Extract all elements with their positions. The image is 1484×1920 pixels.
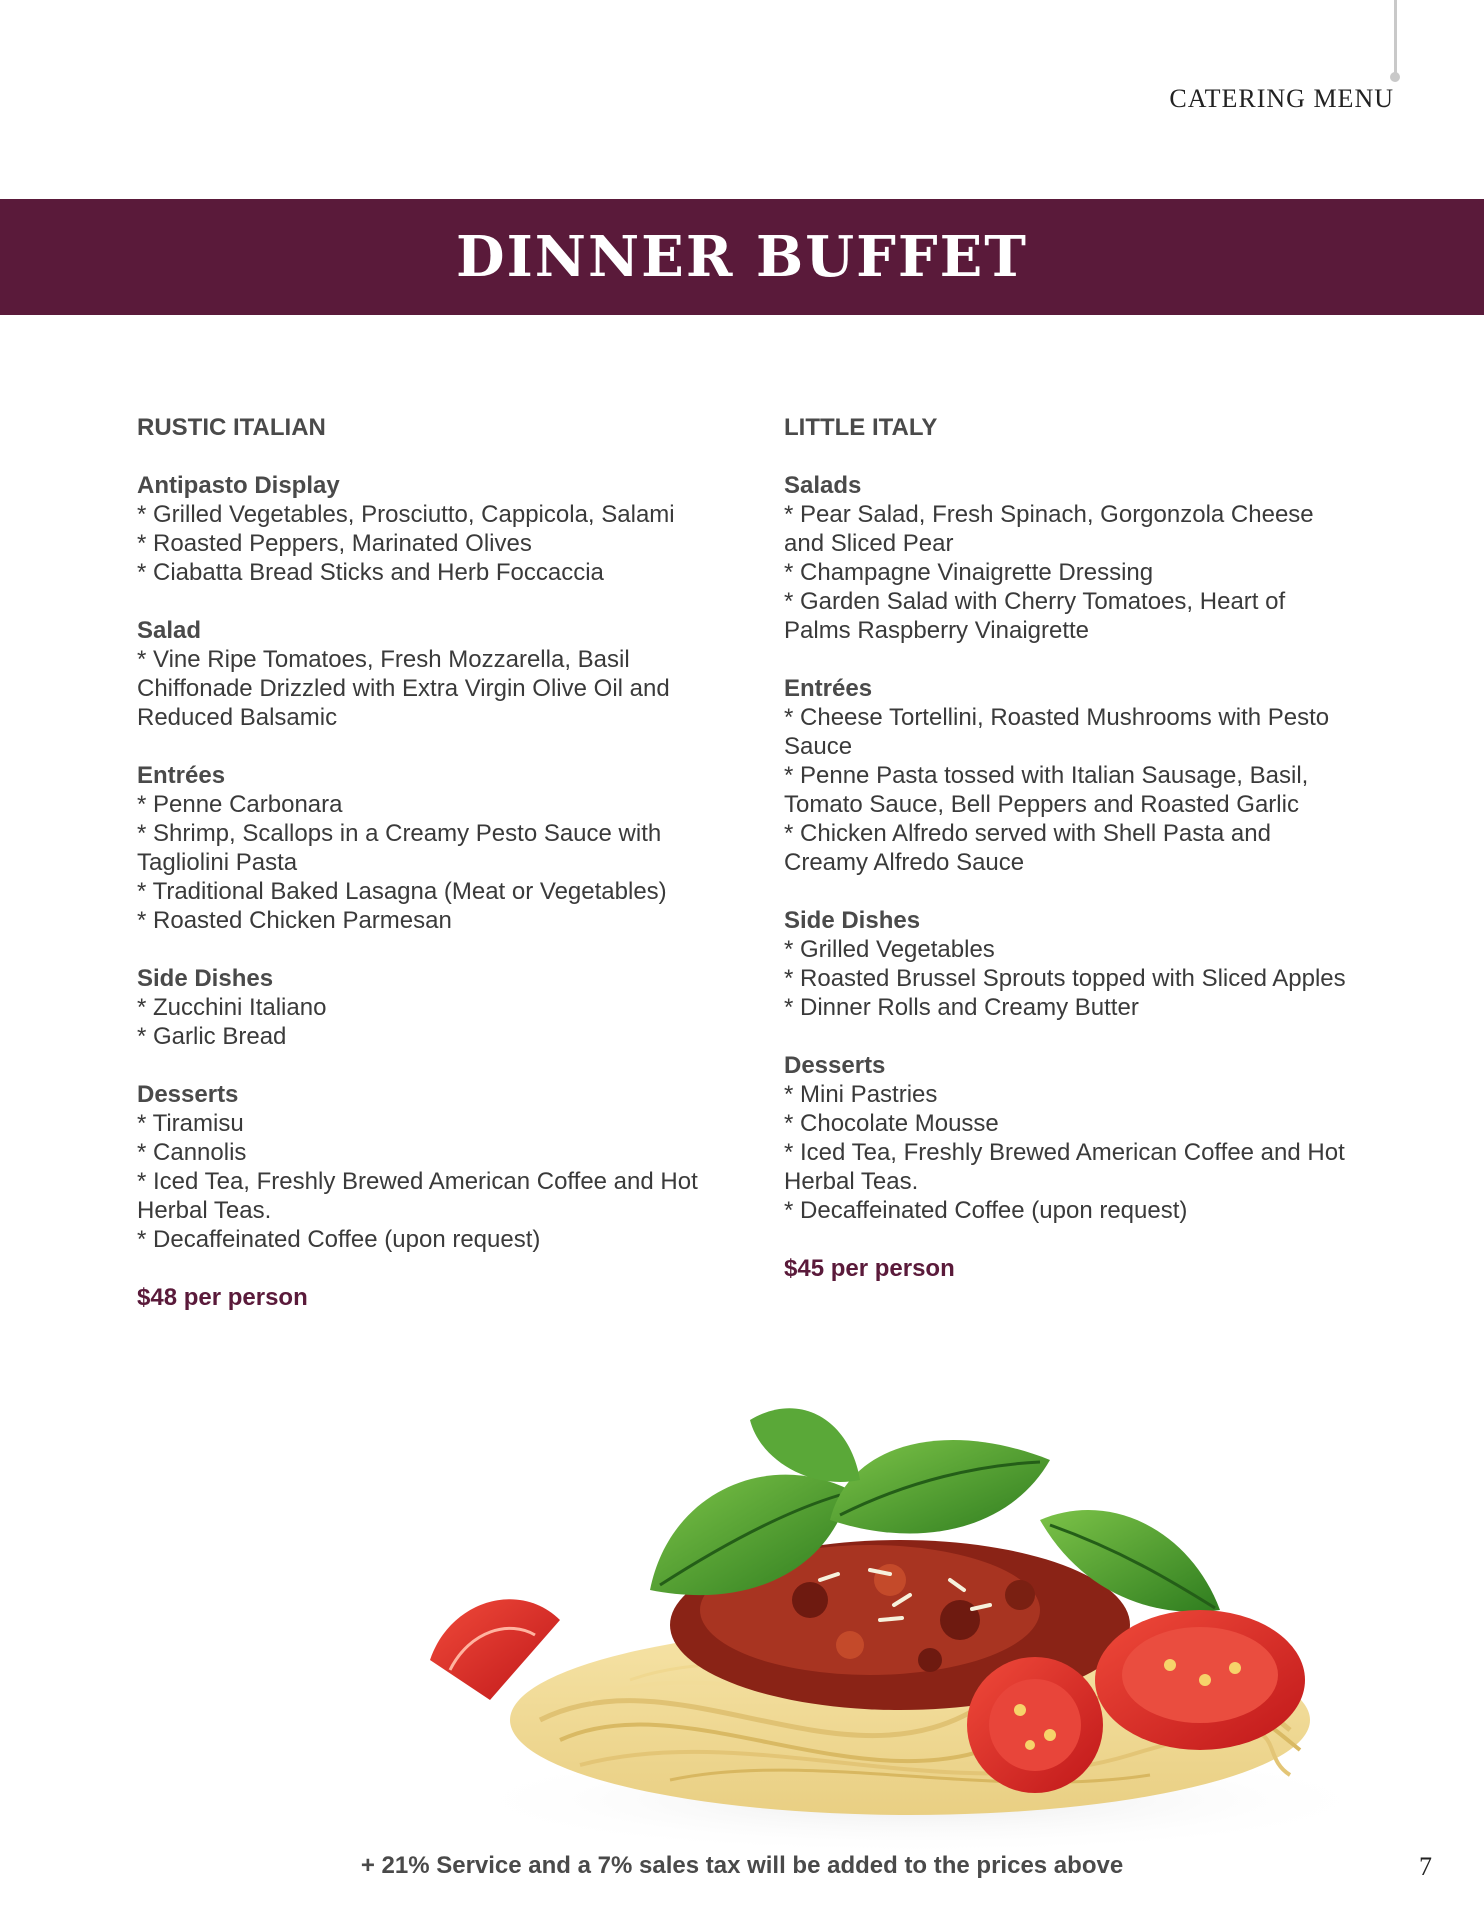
menu-section xyxy=(137,964,707,1051)
price: $48 per person xyxy=(137,1284,308,1311)
menu-item: * Decaffeinated Coffee (upon request) xyxy=(784,1197,1188,1224)
menu-item: * Grilled Vegetables xyxy=(784,936,995,963)
menu-item: * Chicken Alfredo served with Shell Pasta and Creamy Alfredo Sauce xyxy=(784,820,1271,876)
section-title: Desserts xyxy=(137,1081,239,1108)
menu-item: * Zucchini Italiano xyxy=(137,994,327,1021)
header-label: CATERING MENU xyxy=(1169,84,1394,113)
menu-item: * Dinner Rolls and Creamy Butter xyxy=(784,994,1139,1021)
menu-item: * Chocolate Mousse xyxy=(784,1110,999,1137)
menu-item: * Garden Salad with Cherry Tomatoes, Heart of Palms Raspberry Vinaigrette xyxy=(784,588,1286,644)
menu-section xyxy=(784,674,1354,877)
section-title: Salad xyxy=(137,617,202,644)
tax-footnote: + 21% Service and a 7% sales tax will be added to the prices above xyxy=(360,1852,1124,1879)
section-title: Side Dishes xyxy=(784,907,921,934)
menu-section xyxy=(784,906,1354,1022)
menu-item: * Iced Tea, Freshly Brewed American Coffee and Hot Herbal Teas. xyxy=(784,1139,1345,1195)
menu-title: LITTLE ITALY xyxy=(784,414,938,441)
section-title: Entrées xyxy=(784,675,873,702)
menu-section xyxy=(137,616,707,732)
menu-item: * Traditional Baked Lasagna (Meat or Vegetables) xyxy=(137,878,667,905)
menu-rustic-italian xyxy=(137,413,707,1312)
menu-item: * Roasted Brussel Sprouts topped with Sliced Apples xyxy=(784,965,1346,992)
menu-item: * Penne Carbonara xyxy=(137,791,343,818)
section-title: Side Dishes xyxy=(137,965,274,992)
menu-item: * Vine Ripe Tomatoes, Fresh Mozzarella, Basil Chiffonade Drizzled with Extra Virgin Olive Oil and Reduced Balsamic xyxy=(137,646,670,731)
menu-item: * Cheese Tortellini, Roasted Mushrooms with Pesto Sauce xyxy=(784,704,1330,760)
menu-section xyxy=(784,471,1354,645)
title-banner xyxy=(0,199,1484,315)
menu-item: * Mini Pastries xyxy=(784,1081,938,1108)
menu-item: * Garlic Bread xyxy=(137,1023,287,1050)
menu-section xyxy=(137,471,707,587)
menu-title: RUSTIC ITALIAN xyxy=(137,414,326,441)
menu-item: * Roasted Chicken Parmesan xyxy=(137,907,452,934)
page-number: 7 xyxy=(1419,1852,1432,1881)
menu-section xyxy=(784,1051,1354,1225)
menu-item: * Iced Tea, Freshly Brewed American Coffee and Hot Herbal Teas. xyxy=(137,1168,698,1224)
menu-section xyxy=(137,1080,707,1254)
menu-item: * Cannolis xyxy=(137,1139,247,1166)
menu-item: * Penne Pasta tossed with Italian Sausage, Basil, Tomato Sauce, Bell Peppers and Roasted Garlic xyxy=(784,762,1309,818)
menu-item: * Champagne Vinaigrette Dressing xyxy=(784,559,1154,586)
menu-item: * Decaffeinated Coffee (upon request) xyxy=(137,1226,541,1253)
menu-item: * Tiramisu xyxy=(137,1110,244,1137)
menu-item: * Ciabatta Bread Sticks and Herb Foccaccia xyxy=(137,559,604,586)
menu-little-italy xyxy=(784,413,1354,1283)
section-title: Salads xyxy=(784,472,862,499)
section-title: Desserts xyxy=(784,1052,886,1079)
top-rule-dot xyxy=(1390,72,1400,82)
section-title: Entrées xyxy=(137,762,226,789)
menu-item: * Grilled Vegetables, Prosciutto, Cappicola, Salami xyxy=(137,501,675,528)
menu-item: * Shrimp, Scallops in a Creamy Pesto Sauce with Tagliolini Pasta xyxy=(137,820,662,876)
menu-item: * Pear Salad, Fresh Spinach, Gorgonzola Cheese and Sliced Pear xyxy=(784,501,1314,557)
page-title: DINNER BUFFET xyxy=(456,224,1028,290)
spaghetti-bolognese-illustration xyxy=(430,1380,1410,1860)
menu-item: * Roasted Peppers, Marinated Olives xyxy=(137,530,532,557)
menu-section xyxy=(137,761,707,935)
section-title: Antipasto Display xyxy=(137,472,340,499)
top-rule xyxy=(1394,0,1397,78)
price: $45 per person xyxy=(784,1255,955,1282)
